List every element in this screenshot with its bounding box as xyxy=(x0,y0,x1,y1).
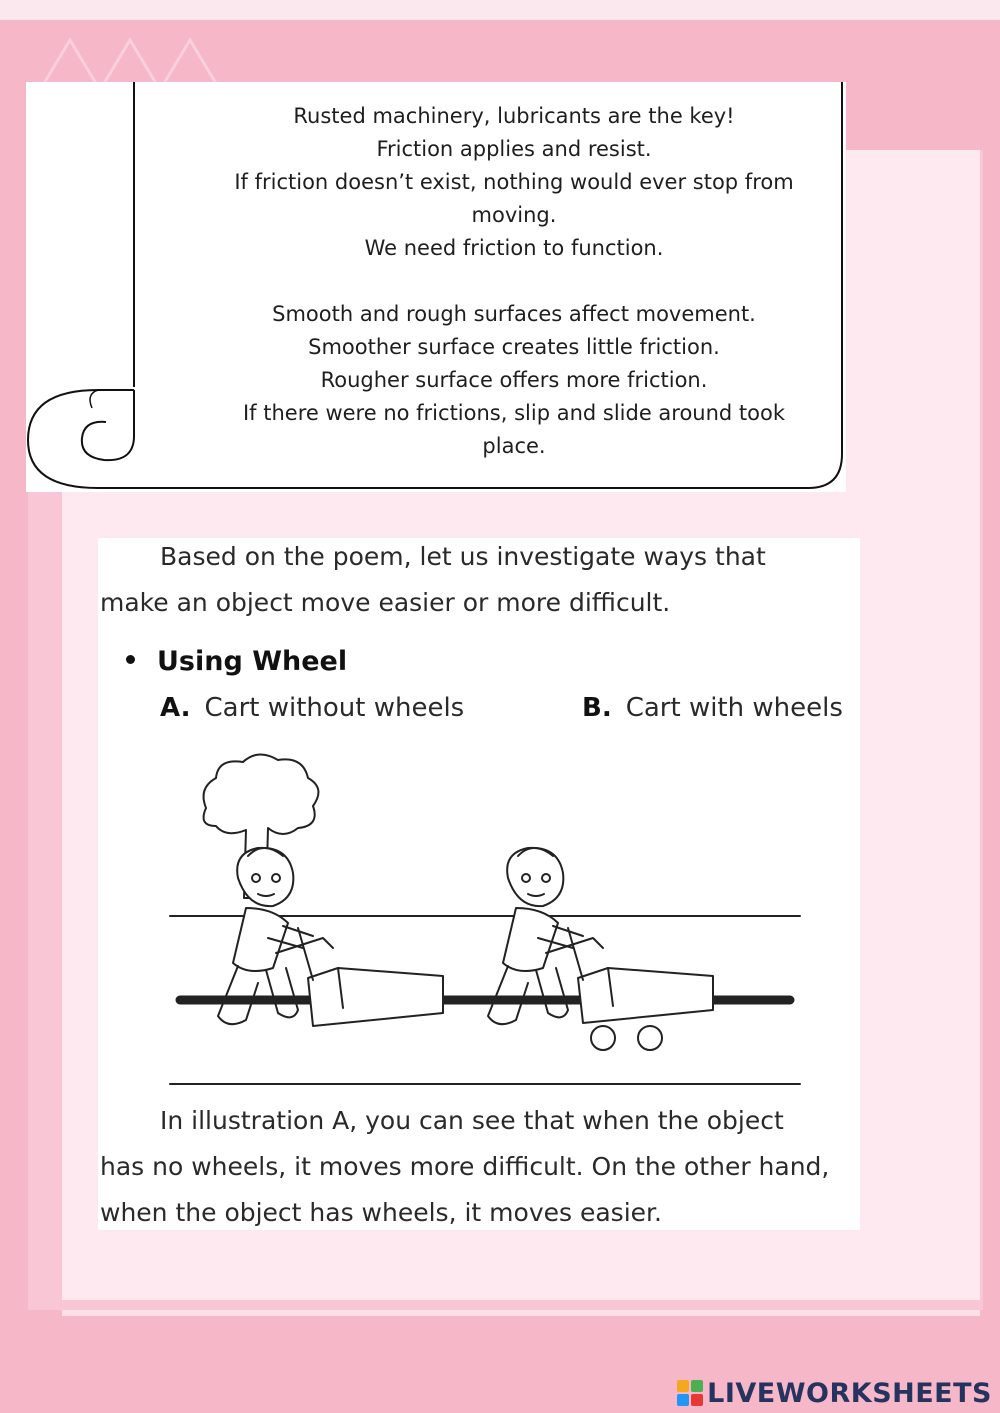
poem-line: If there were no frictions, slip and slide around took xyxy=(242,401,786,425)
poem-line: Friction applies and resist. xyxy=(376,137,652,161)
bullet-heading xyxy=(126,646,347,677)
poem-line: Rougher surface offers more friction. xyxy=(320,368,708,392)
intro-line: make an object move easier or more difficult. xyxy=(100,588,671,617)
poem-scroll xyxy=(26,82,846,492)
cart-b-icon xyxy=(546,928,713,1023)
corner-decoration xyxy=(40,30,240,90)
liveworksheets-brand[interactable] xyxy=(677,1375,992,1411)
explanation-line: has no wheels, it moves more difficult. On the other hand, xyxy=(100,1152,830,1181)
wheel-icon xyxy=(591,1026,615,1050)
label-b-text: Cart with wheels xyxy=(625,693,843,723)
poem-line: place. xyxy=(482,434,546,458)
bullet-icon xyxy=(126,655,135,664)
explanation-paragraph xyxy=(100,1098,860,1236)
logo-square xyxy=(677,1394,689,1406)
poem-line: moving. xyxy=(471,203,557,227)
poem-line: We need friction to function. xyxy=(364,236,664,260)
top-band xyxy=(0,0,1000,22)
label-a-text: Cart without wheels xyxy=(204,693,465,723)
poem-line: Smoother surface creates little friction. xyxy=(308,335,720,359)
logo-square xyxy=(677,1380,689,1392)
intro-line: Based on the poem, let us investigate ways that xyxy=(160,542,766,571)
footer-strip xyxy=(62,1310,980,1316)
label-a xyxy=(160,693,464,723)
explanation-line: when the object has wheels, it moves easier. xyxy=(100,1198,662,1227)
label-b xyxy=(582,693,843,723)
label-b-letter: B. xyxy=(582,693,612,723)
explanation-line: In illustration A, you can see that when the object xyxy=(160,1106,784,1135)
intro-paragraph xyxy=(100,534,860,626)
label-a-letter: A. xyxy=(160,693,191,723)
wheel-icon xyxy=(638,1026,662,1050)
poem-line: If friction doesn’t exist, nothing would ever stop from xyxy=(234,170,794,194)
stanza-gap xyxy=(164,265,864,298)
cart-a-icon xyxy=(276,928,443,1026)
poem-text xyxy=(164,100,864,463)
poem-line: Rusted machinery, lubricants are the key! xyxy=(293,104,735,128)
lesson-section xyxy=(98,538,860,1230)
logo-square xyxy=(691,1394,703,1406)
bullet-heading-text: Using Wheel xyxy=(157,646,348,677)
poem-line: Smooth and rough surfaces affect movement. xyxy=(272,302,756,326)
liveworksheets-logo-icon xyxy=(677,1380,703,1406)
cart-illustration xyxy=(98,748,860,1093)
logo-square xyxy=(691,1380,703,1392)
brand-text: LIVEWORKSHEETS xyxy=(707,1377,992,1409)
